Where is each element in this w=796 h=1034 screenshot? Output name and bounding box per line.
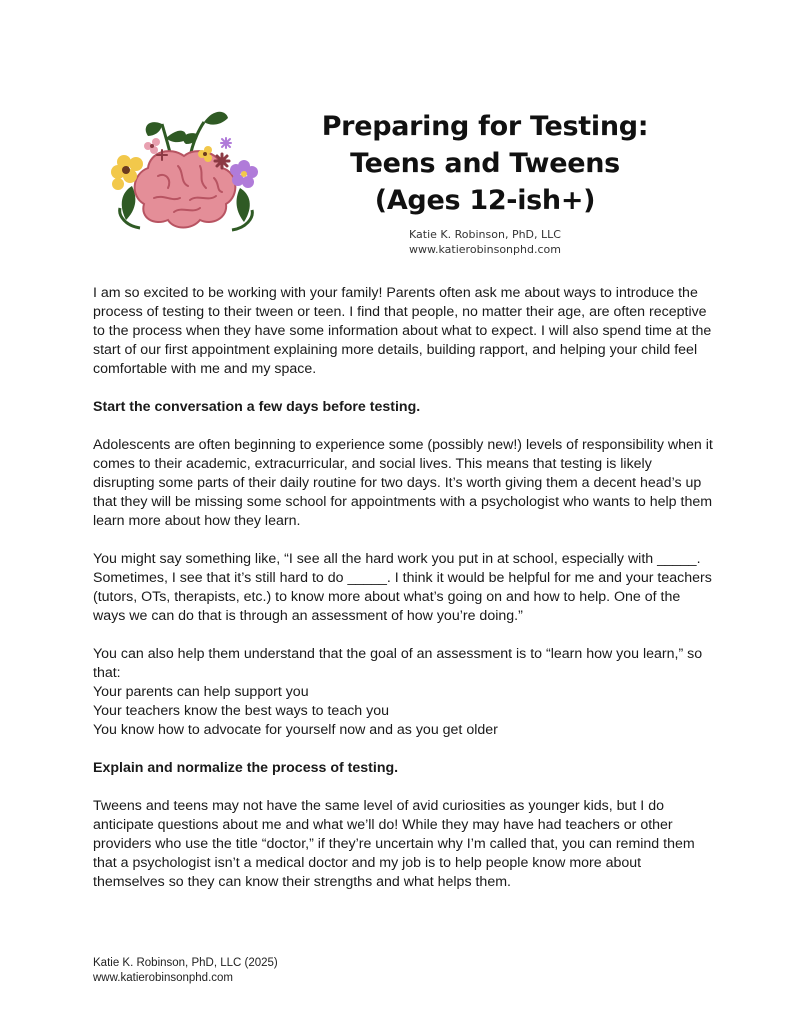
brain-flowers-logo bbox=[104, 100, 270, 240]
author-website: www.katierobinsonphd.com bbox=[409, 243, 561, 256]
list-item: You know how to advocate for yourself now and as you get older bbox=[93, 722, 498, 738]
paragraph-3: You can also help them understand that the goal of an assessment is to “learn how you learn,” so that: bbox=[93, 646, 703, 681]
section-heading-1: Start the conversation a few days before testing. bbox=[93, 399, 421, 415]
paragraph-4: Tweens and teens may not have the same level of avid curiosities as younger kids, but I do anticipate questions about me and what we’ll do! While they may have had teachers or other providers who use the title “doctor,” if they’re uncertain why I’m called that, you can remind them that a psychologist isn’t a medical doctor and my job is to help people know more about themselves so they can know their strengths and what helps them. bbox=[93, 798, 695, 890]
list-item: Your parents can help support you bbox=[93, 684, 309, 700]
pink-flower-icon bbox=[144, 138, 160, 154]
maroon-star-icon bbox=[215, 154, 229, 168]
intro-paragraph: I am so excited to be working with your family! Parents often ask me about ways to introduce the process of testing to their tween or teen. I find that people, no matter their age, are often receptive to the process when they have some information about what to expect. I will also spend time at the start of our first appointment explaining more details, building rapport, and helping your child feel comfortable with me and my space. bbox=[93, 285, 712, 377]
footer-website: www.katierobinsonphd.com bbox=[93, 972, 233, 984]
title-line-2: Teens and Tweens bbox=[350, 148, 620, 179]
page-footer bbox=[93, 956, 278, 986]
paragraph-1: Adolescents are often beginning to experience some (possibly new!) levels of responsibility when it comes to their academic, extracurricular, and social lives. This means that testing is likely disrupting some parts of their daily routine for two days. It’s worth giving them a decent head’s up that they will be missing some school for appointments with a psychologist who wants to help them learn more about how they learn. bbox=[93, 437, 713, 529]
author-name: Katie K. Robinson, PhD, LLC bbox=[409, 228, 561, 241]
purple-flower-icon bbox=[230, 160, 258, 188]
title-block bbox=[300, 108, 670, 257]
title-line-1: Preparing for Testing: bbox=[321, 111, 649, 142]
section-heading-2: Explain and normalize the process of testing. bbox=[93, 760, 399, 776]
list-item: Your teachers know the best ways to teach you bbox=[93, 703, 390, 719]
title-line-3: (Ages 12-ish+) bbox=[374, 185, 596, 216]
small-purple-star-icon bbox=[221, 138, 231, 148]
document-body bbox=[93, 284, 713, 911]
paragraph-2: You might say something like, “I see all the hard work you put in at school, especially with _____. Sometimes, I see that it’s still hard to do _____. I think it would be helpful for me and your teachers (tutors, OTs, therapists, etc.) to know more about what’s going on and how to help. One of the ways we can do that is through an assessment of how you’re doing.” bbox=[93, 551, 712, 624]
footer-copyright: Katie K. Robinson, PhD, LLC (2025) bbox=[93, 957, 278, 969]
